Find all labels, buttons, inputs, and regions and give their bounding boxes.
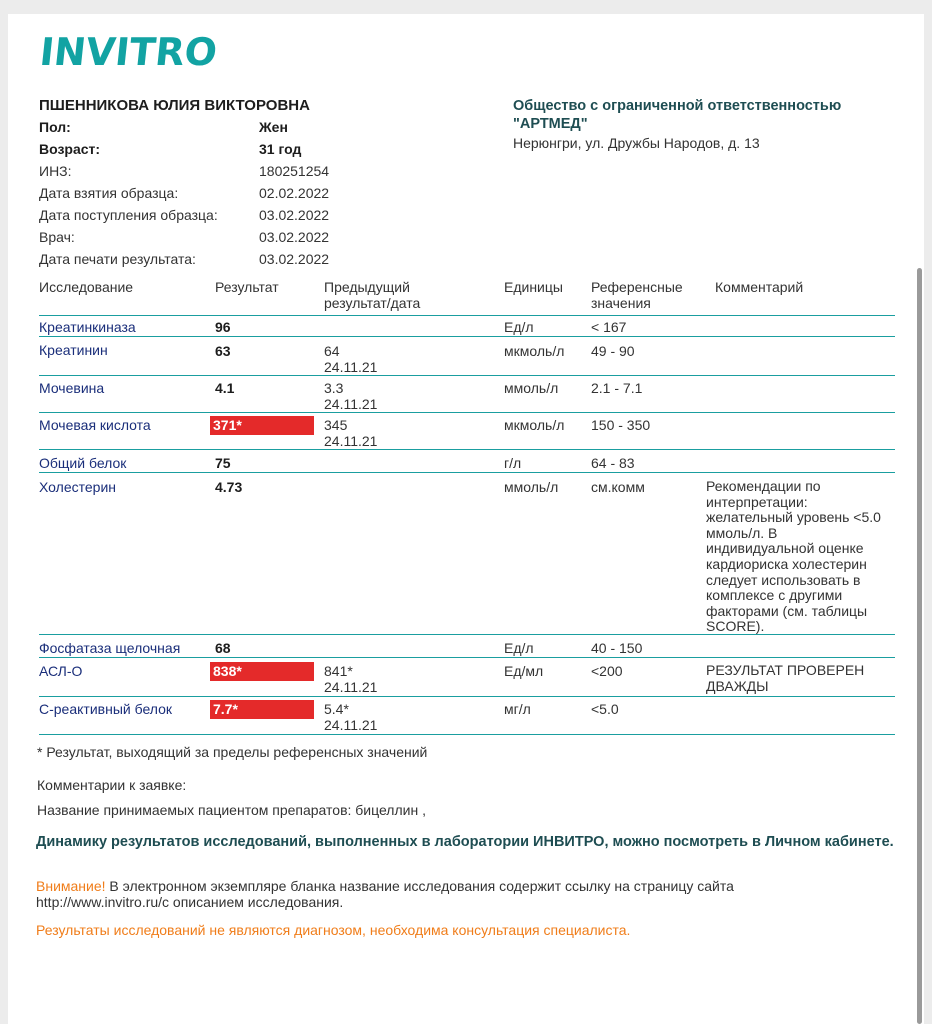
warning-text: В электронном экземпляре бланка название исследования содержит ссылку на страницу сайта: [105, 878, 734, 894]
table-divider: [39, 734, 895, 735]
test-name-link[interactable]: С-реактивный белок: [39, 701, 173, 717]
invitro-logo: INVITRO: [37, 30, 220, 74]
table-divider: [39, 472, 895, 473]
test-name-link[interactable]: Фосфатаза щелочная: [39, 640, 181, 656]
result-value: 4.1: [215, 380, 235, 396]
test-name-link[interactable]: Холестерин: [39, 479, 116, 495]
reference-range: 40 - 150: [591, 640, 643, 656]
reference-range: <5.0: [591, 701, 619, 717]
field-value: 03.02.2022: [259, 207, 330, 223]
reference-range: см.комм: [591, 479, 645, 495]
units: ммоль/л: [504, 479, 559, 495]
units: Ед/л: [504, 319, 534, 335]
table-divider: [39, 315, 895, 316]
vertical-scrollbar[interactable]: [917, 268, 922, 1024]
result-value: 68: [215, 640, 231, 656]
test-name-link[interactable]: Мочевина: [39, 380, 105, 396]
reference-range: < 167: [591, 319, 627, 335]
units: мкмоль/л: [504, 417, 565, 433]
reference-range: 150 - 350: [591, 417, 651, 433]
comment: РЕЗУЛЬТАТ ПРОВЕРЕН ДВАЖДЫ: [706, 662, 865, 694]
out-of-range-note: * Результат, выходящий за пределы референсных значений: [37, 744, 428, 760]
previous-value: 841*: [324, 663, 353, 679]
test-name-link[interactable]: Креатинкиназа: [39, 319, 136, 335]
previous-date: 24.11.21: [324, 433, 378, 449]
comment: Рекомендации по интерпретации: желательный уровень <5.0 ммоль/л. В индивидуальной оценке кардиориска холестерин следует использовать в комплексе с другими факторами (см. таблицы SCORE).: [706, 478, 881, 635]
test-name-link[interactable]: АСЛ-О: [39, 663, 83, 679]
table-divider: [39, 657, 895, 658]
lab-report-page: [8, 14, 924, 1024]
previous-date: 24.11.21: [324, 679, 378, 695]
table-divider: [39, 634, 895, 635]
field-value: 180251254: [259, 163, 330, 179]
previous-value: 345: [324, 417, 348, 433]
header-reference: Референсные значения: [591, 279, 683, 311]
invitro-site-link[interactable]: http://www.invitro.ru/: [36, 894, 163, 910]
previous-date: 24.11.21: [324, 717, 378, 733]
units: ммоль/л: [504, 380, 559, 396]
header-test: Исследование: [39, 279, 134, 295]
reference-range: <200: [591, 663, 623, 679]
field-value: 03.02.2022: [259, 229, 330, 245]
units: Ед/мл: [504, 663, 544, 679]
test-name-link[interactable]: Мочевая кислота: [39, 417, 151, 433]
field-label: Дата печати результата:: [39, 251, 196, 267]
reference-range: 2.1 - 7.1: [591, 380, 643, 396]
field-value: 31 год: [259, 141, 302, 157]
field-value: Жен: [259, 119, 288, 135]
field-label: Дата взятия образца:: [39, 185, 179, 201]
reference-range: 49 - 90: [591, 343, 635, 359]
previous-value: 5.4*: [324, 701, 349, 717]
field-label: Дата поступления образца:: [39, 207, 218, 223]
table-divider: [39, 449, 895, 450]
diagnosis-disclaimer: Результаты исследований не являются диагнозом, необходима консультация специалиста.: [36, 922, 631, 938]
organization-name: Общество с ограниченной ответственностью "АРТМЕД": [513, 98, 842, 132]
result-value: 96: [215, 319, 231, 335]
test-name-link[interactable]: Креатинин: [39, 342, 108, 358]
drugs-line: Название принимаемых пациентом препаратов: бицеллин ,: [37, 802, 426, 818]
field-value: 03.02.2022: [259, 251, 330, 267]
previous-date: 24.11.21: [324, 396, 378, 412]
field-label: ИНЗ:: [39, 163, 72, 179]
field-label: Возраст:: [39, 141, 101, 157]
field-value: 02.02.2022: [259, 185, 330, 201]
reference-range: 64 - 83: [591, 455, 635, 471]
units: г/л: [504, 455, 522, 471]
header-units: Единицы: [504, 279, 563, 295]
units: мг/л: [504, 701, 531, 717]
header-result: Результат: [215, 279, 279, 295]
order-comments-label: Комментарии к заявке:: [37, 777, 187, 793]
organization-address: Нерюнгри, ул. Дружбы Народов, д. 13: [513, 135, 760, 151]
warning-label: Внимание!: [36, 878, 106, 894]
result-value: 75: [215, 455, 231, 471]
warning-tail: с описанием исследования.: [162, 894, 344, 910]
result-abnormal-flag: 371*: [210, 416, 314, 435]
result-value: 4.73: [215, 479, 243, 495]
result-abnormal-flag: 7.7*: [210, 700, 314, 719]
previous-value: 3.3: [324, 380, 344, 396]
result-abnormal-flag: 838*: [210, 662, 314, 681]
table-divider: [39, 336, 895, 337]
dynamics-notice: Динамику результатов исследований, выполненных в лаборатории ИНВИТРО, можно посмотреть в Личном кабинете.: [36, 834, 894, 850]
electronic-copy-notice: [36, 878, 836, 910]
header-comment: Комментарий: [715, 279, 804, 295]
previous-value: 64: [324, 343, 340, 359]
units: мкмоль/л: [504, 343, 565, 359]
table-divider: [39, 696, 895, 697]
patient-name: ПШЕННИКОВА ЮЛИЯ ВИКТОРОВНА: [39, 97, 310, 114]
units: Ед/л: [504, 640, 534, 656]
result-value: 63: [215, 343, 231, 359]
table-divider: [39, 412, 895, 413]
field-label: Пол:: [39, 119, 71, 135]
test-name-link[interactable]: Общий белок: [39, 455, 127, 471]
previous-date: 24.11.21: [324, 359, 378, 375]
header-previous: Предыдущий результат/дата: [324, 279, 421, 311]
field-label: Врач:: [39, 229, 75, 245]
table-divider: [39, 375, 895, 376]
